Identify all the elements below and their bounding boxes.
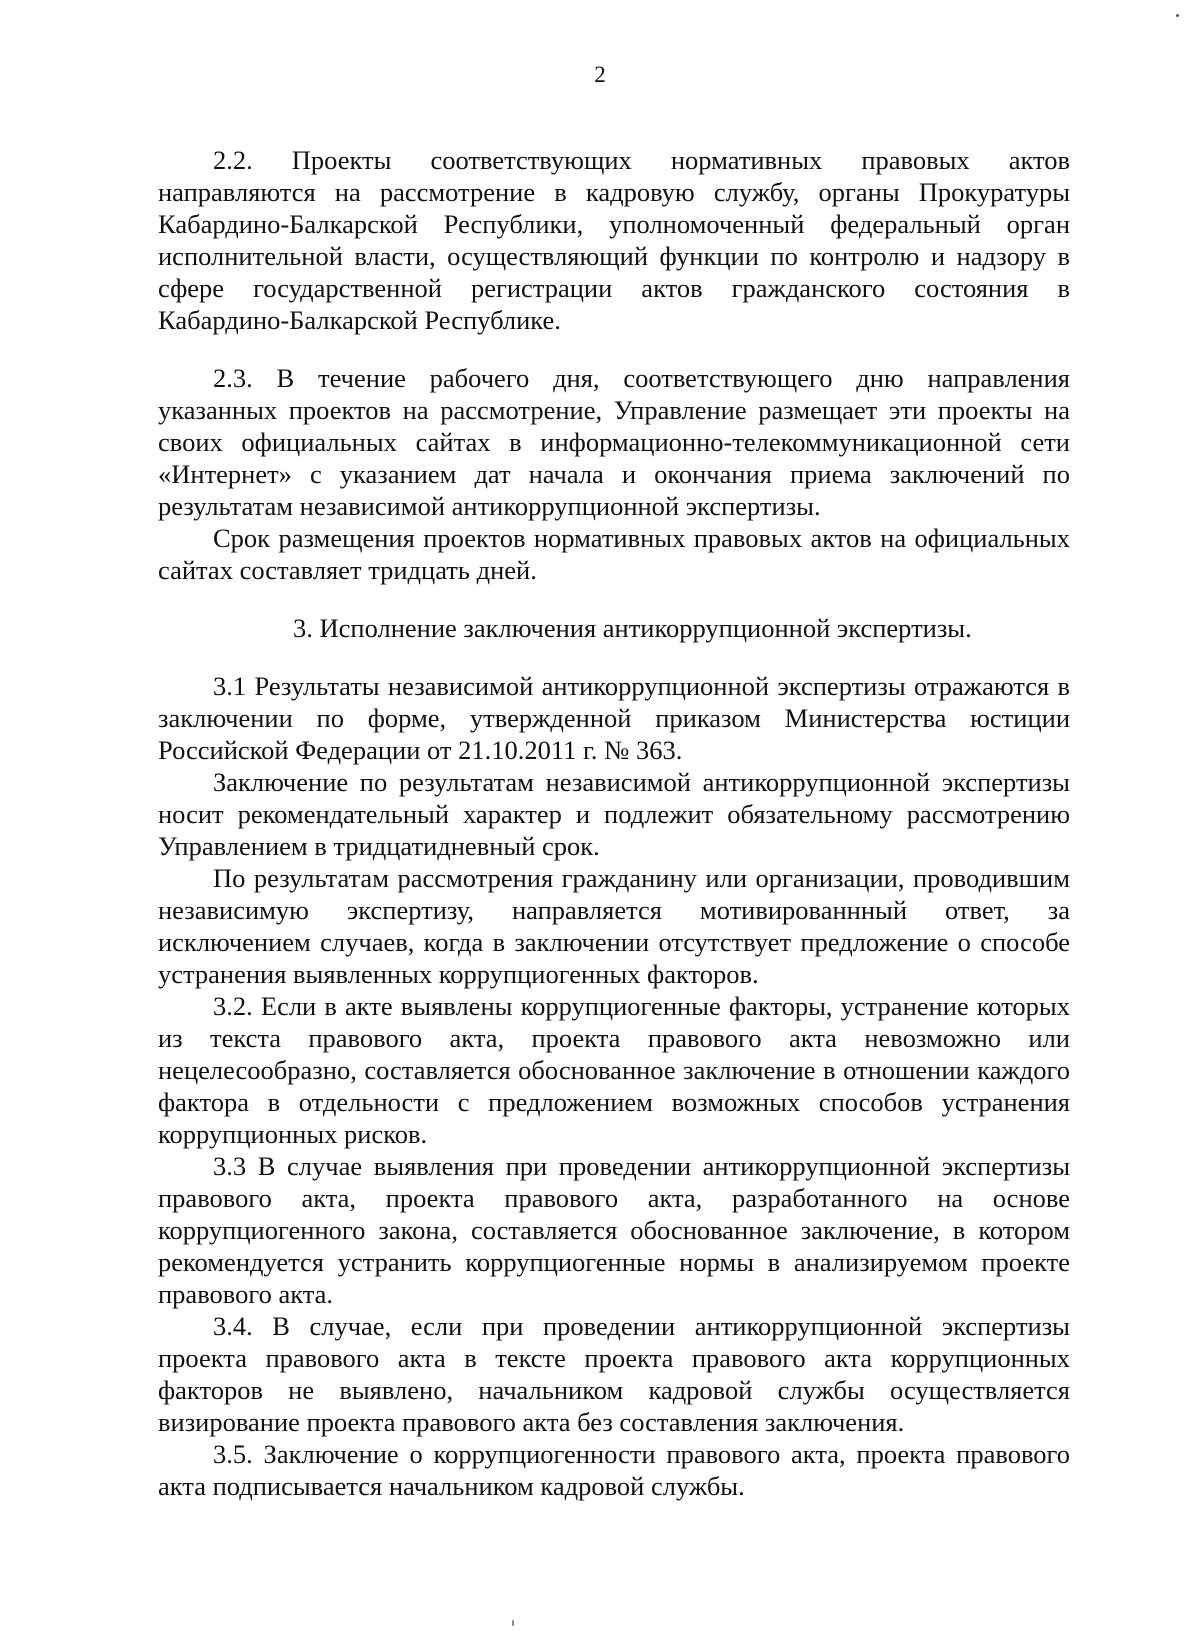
paragraph-3-4: 3.4. В случае, если при проведении антикоррупционной экспертизы проекта правового акта в тексте проекта правового акта коррупционных факторов не выявлено, начальником кадровой службы осуществляется визирование проекта правового акта без составления заключения. [158,1311,1070,1437]
section-heading-3: 3. Исполнение заключения антикоррупционной экспертизы. [293,613,972,643]
paragraph-3-5: 3.5. Заключение о коррупциогенности правового акта, проекта правового акта подписывается начальником кадровой службы. [158,1439,1070,1501]
paragraph-conclusion-nature: Заключение по результатам независимой антикоррупционной экспертизы носит рекомендательный характер и подлежит обязательному рассмотрению Управлением в тридцатидневный срок. [158,767,1070,861]
page-number: 2 [594,62,606,87]
paragraph-3-3: 3.3 В случае выявления при проведении антикоррупционной экспертизы правового акта, проекта правового акта, разработанного на основе коррупциогенного закона, составляется обоснованное заключение, в котором рекомендуется устранить коррупциогенные нормы в анализируемом проекте правового акта. [158,1151,1070,1309]
scan-speck [512,1620,514,1626]
paragraph-2-3: 2.3. В течение рабочего дня, соответствующего дню направления указанных проектов на рассмотрение, Управление размещает эти проекты на своих официальных сайтах в информационно-телекоммуникационной сети «Интернет» с указанием дат начала и окончания приема заключений по результатам независимой антикоррупционной экспертизы. [158,363,1070,521]
paragraph-reasoned-answer: По результатам рассмотрения гражданину или организации, проводившим независимую экспертизу, направляется мотивированнный ответ, за исключением случаев, когда в заключении отсутствует предложение о способе устранения выявленных коррупциогенных факторов. [158,863,1070,989]
scan-speck [1176,14,1179,17]
paragraph-placement-term: Срок размещения проектов нормативных правовых актов на официальных сайтах составляет тридцать дней. [158,523,1070,585]
paragraph-2-2: 2.2. Проекты соответствующих нормативных правовых актов направляются на рассмотрение в кадровую службу, органы Прокуратуры Кабардино-Балкарской Республики, уполномоченный федеральный орган исполнительной власти, осуществляющий функции по контролю и надзору в сфере государственной регистрации актов гражданского состояния в Кабардино-Балкарской Республике. [158,145,1070,335]
paragraph-3-1: 3.1 Результаты независимой антикоррупционной экспертизы отражаются в заключении по форме, утвержденной приказом Министерства юстиции Российской Федерации от 21.10.2011 г. № 363. [158,671,1070,765]
paragraph-3-2: 3.2. Если в акте выявлены коррупциогенные факторы, устранение которых из текста правового акта, проекта правового акта невозможно или нецелесообразно, составляется обоснованное заключение в отношении каждого фактора в отдельности с предложением возможных способов устранения коррупционных рисков. [158,991,1070,1149]
document-body [158,144,1070,1502]
